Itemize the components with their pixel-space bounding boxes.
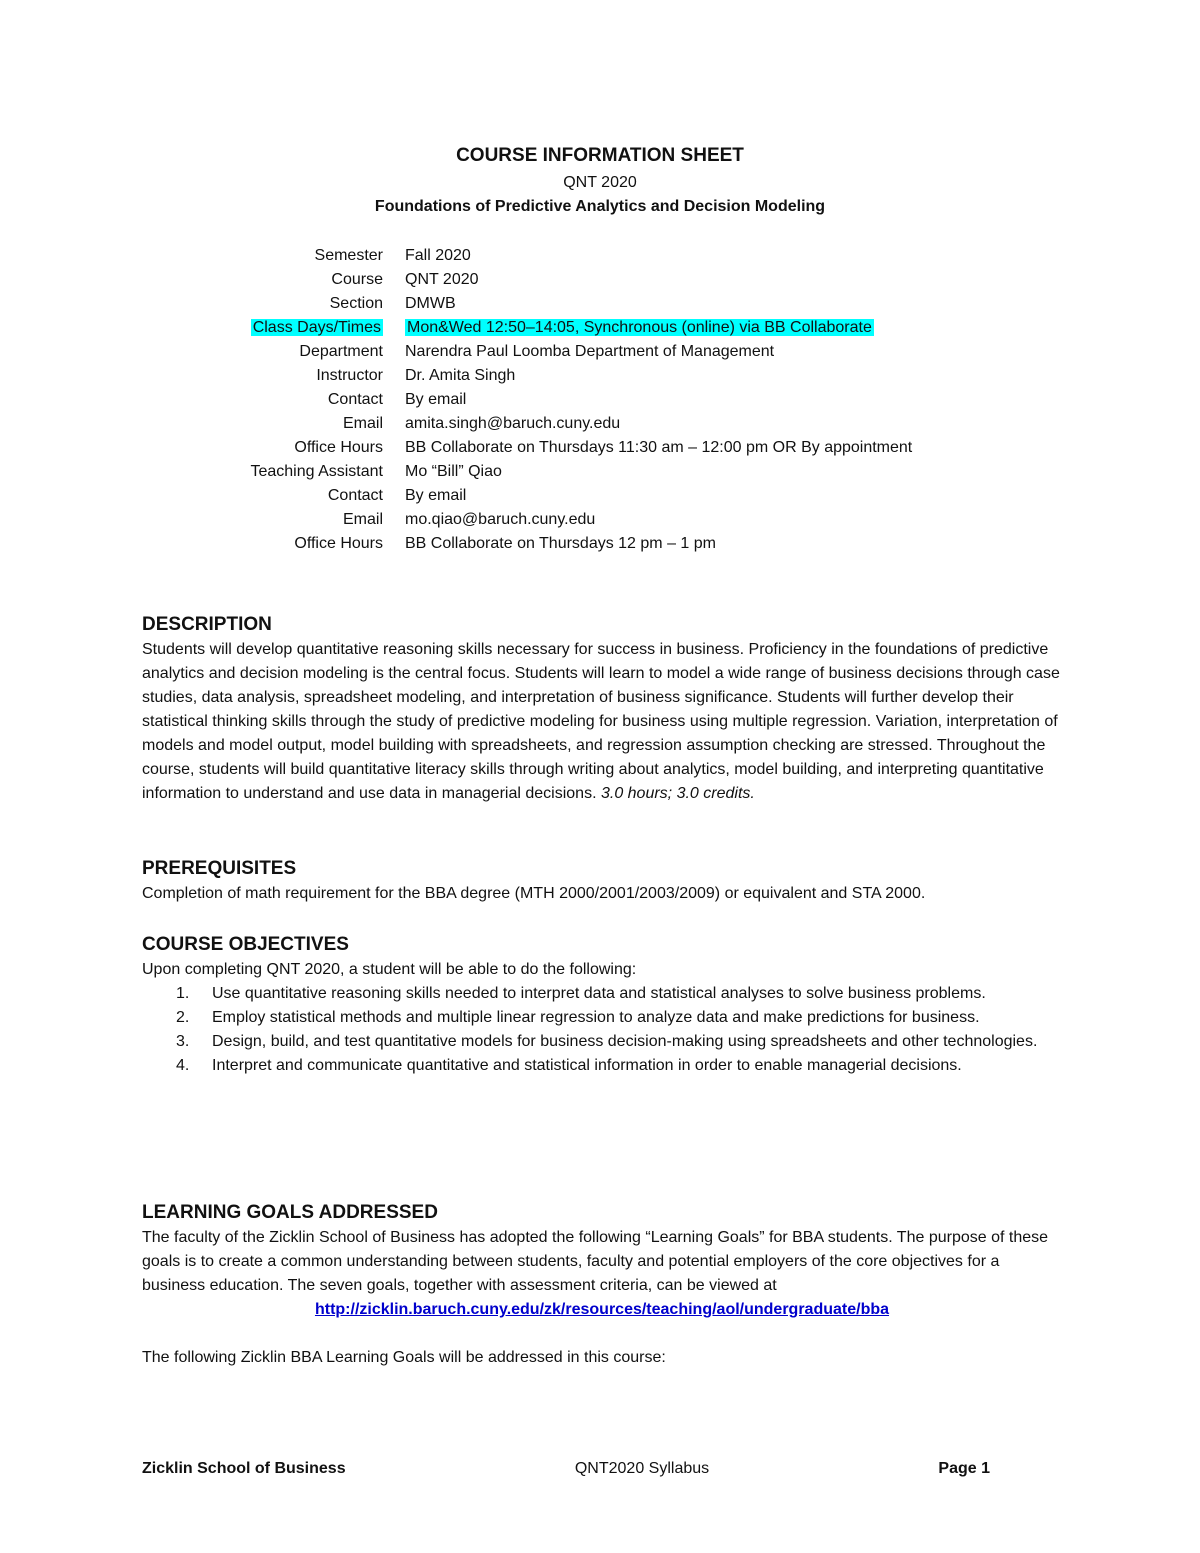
learning-goals-link-line: [142, 1298, 1062, 1322]
info-row-instructor: [150, 364, 1130, 388]
footer-school: Zicklin School of Business: [142, 1460, 346, 1477]
info-row-class-days: [150, 316, 1130, 340]
footer-page-number: Page 1: [938, 1460, 990, 1477]
objectives-intro: Upon completing QNT 2020, a student will be able to do the following:: [142, 961, 637, 978]
list-item: [142, 1030, 1062, 1054]
list-text: Employ statistical methods and multiple linear regression to analyze data and make predictions for business.: [212, 1009, 980, 1026]
info-label: Office Hours: [294, 439, 383, 456]
info-row-ta-email: [150, 508, 1130, 532]
info-label: Email: [342, 415, 383, 432]
list-text: Use quantitative reasoning skills needed to interpret data and statistical analyses to solve business problems.: [212, 985, 986, 1002]
info-row-contact: [150, 388, 1130, 412]
info-label: Department: [299, 343, 383, 360]
info-value: QNT 2020: [405, 271, 479, 288]
learning-goals-heading: LEARNING GOALS ADDRESSED: [142, 1202, 438, 1223]
document-title: COURSE INFORMATION SHEET: [456, 145, 744, 166]
info-label: Contact: [327, 391, 383, 408]
learning-goals-text: The faculty of the Zicklin School of Business has adopted the following “Learning Goals” for BBA students. The purpose of these goals is to create a common understanding between students, faculty and potential employers of the core objectives for a business education. The seven goals, together with assessment criteria, can be viewed at: [142, 1229, 1049, 1294]
description-text: Students will develop quantitative reasoning skills necessary for success in business. Proficiency in the foundations of predictive analytics and decision modeling is the central focus. Students will learn to model a wide range of business decisions through case studies, data analysis, spreadsheet modeling, and interpretation of business significance. Students will further develop their statistical thinking skills through the study of predictive modeling for business using multiple regression. Variation, interpretation of models and model output, model building with spreadsheets, and regression assumption checking are stressed. Throughout the course, students will build quantitative literacy skills through writing about analytics, model building, and interpreting quantitative information to understand and use data in managerial decisions. 3.0 hours; 3.0 credits.: [142, 641, 1060, 802]
info-label: Office Hours: [294, 535, 383, 552]
description-section: [142, 612, 1062, 806]
info-row-department: [150, 340, 1130, 364]
list-number: 3.: [176, 1033, 190, 1050]
list-number: 2.: [176, 1009, 190, 1026]
list-item: [142, 1054, 1062, 1078]
info-label: Class Days/Times: [252, 319, 381, 336]
course-code: QNT 2020: [563, 174, 637, 191]
objectives-section: [142, 932, 1062, 1078]
info-row-ta-office-hours: [150, 532, 1130, 556]
list-item: [142, 982, 1062, 1006]
info-value: Dr. Amita Singh: [405, 367, 516, 384]
info-row-course: [150, 268, 1130, 292]
objectives-heading: COURSE OBJECTIVES: [142, 934, 349, 955]
info-value: By email: [405, 391, 467, 408]
info-label: Course: [331, 271, 383, 288]
info-label: Section: [329, 295, 383, 312]
info-value: Mon&Wed 12:50–14:05, Synchronous (online) via BB Collaborate: [407, 319, 872, 336]
list-number: 4.: [176, 1057, 190, 1074]
info-value: Mo “Bill” Qiao: [405, 463, 502, 480]
description-heading: DESCRIPTION: [142, 614, 272, 635]
info-label: Semester: [314, 247, 383, 264]
info-label: Teaching Assistant: [250, 463, 383, 480]
info-row-email: [150, 412, 1130, 436]
credits-text: 3.0 hours; 3.0 credits.: [600, 785, 755, 802]
info-value: Narendra Paul Loomba Department of Management: [405, 343, 775, 360]
info-label: Contact: [327, 487, 383, 504]
list-text: Design, build, and test quantitative models for business decision-making using spreadsheets and other technologies.: [212, 1033, 1038, 1050]
objectives-list: [142, 982, 1062, 1078]
prerequisites-heading: PREREQUISITES: [142, 858, 297, 879]
learning-goals-section: [142, 1200, 1062, 1370]
course-info-table: [150, 244, 1130, 556]
page-footer: [142, 1460, 990, 1478]
list-number: 1.: [176, 985, 190, 1002]
info-value: BB Collaborate on Thursdays 11:30 am – 12:00 pm OR By appointment: [405, 439, 913, 456]
learning-goals-link[interactable]: http://zicklin.baruch.cuny.edu/zk/resources/teaching/aol/undergraduate/bba: [314, 1301, 890, 1318]
footer-syllabus: QNT2020 Syllabus: [574, 1460, 710, 1477]
info-value: DMWB: [405, 295, 456, 312]
course-name: Foundations of Predictive Analytics and Decision Modeling: [374, 198, 826, 215]
info-row-section: [150, 292, 1130, 316]
learning-goals-following: The following Zicklin BBA Learning Goals will be addressed in this course:: [142, 1349, 666, 1366]
info-label: Instructor: [316, 367, 383, 384]
info-row-ta-contact: [150, 484, 1130, 508]
info-value: Fall 2020: [405, 247, 471, 264]
info-row-semester: [150, 244, 1130, 268]
info-label: Email: [342, 511, 383, 528]
info-value: mo.qiao@baruch.cuny.edu: [405, 511, 596, 528]
list-text: Interpret and communicate quantitative and statistical information in order to enable managerial decisions.: [212, 1057, 962, 1074]
info-row-office-hours: [150, 436, 1130, 460]
list-item: [142, 1006, 1062, 1030]
prerequisites-section: [142, 856, 1062, 906]
info-row-teaching-assistant: [150, 460, 1130, 484]
info-value: BB Collaborate on Thursdays 12 pm – 1 pm: [405, 535, 716, 552]
info-value: By email: [405, 487, 467, 504]
info-value: amita.singh@baruch.cuny.edu: [405, 415, 621, 432]
prerequisites-text: Completion of math requirement for the BBA degree (MTH 2000/2001/2003/2009) or equivalent and STA 2000.: [142, 885, 926, 902]
